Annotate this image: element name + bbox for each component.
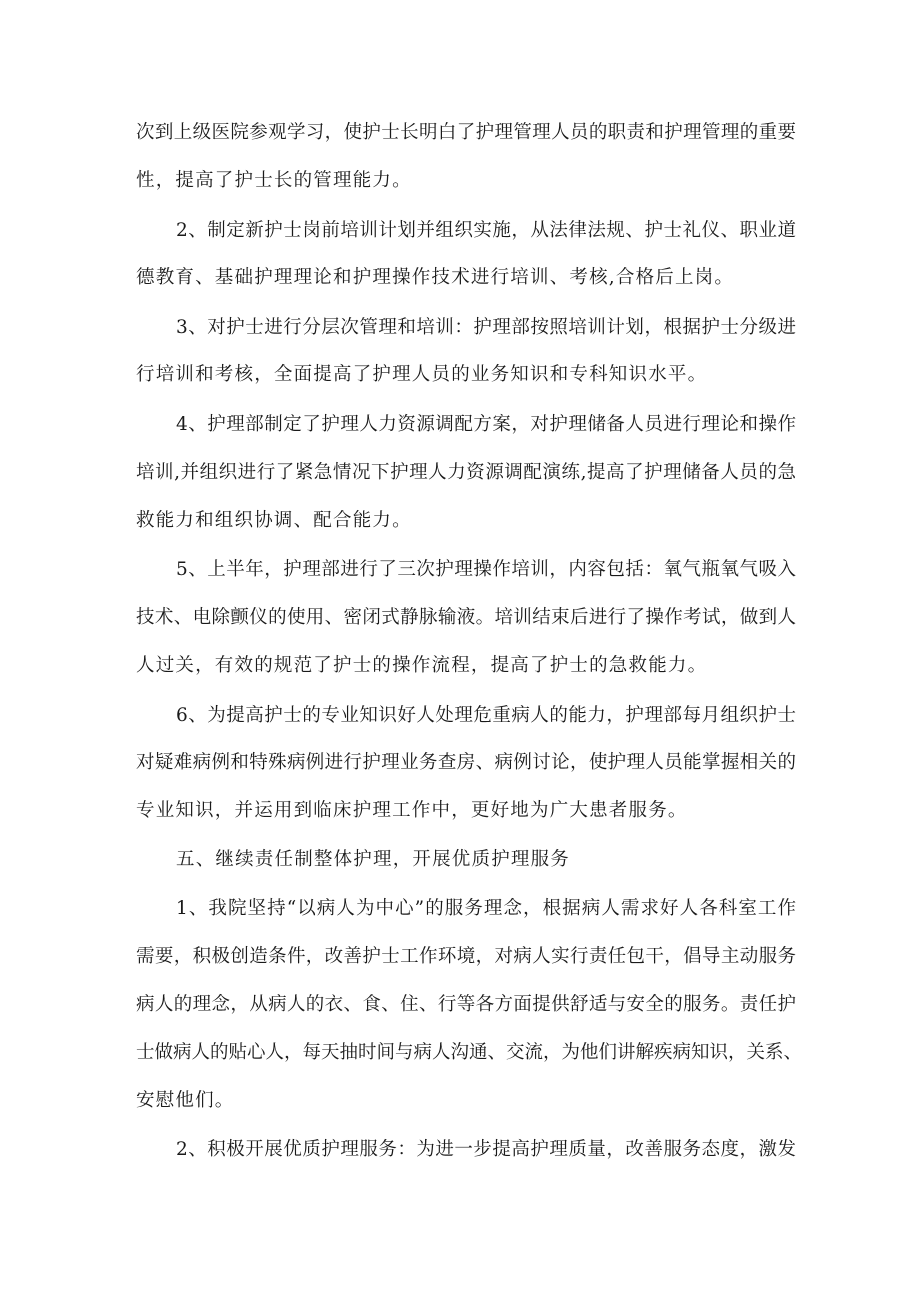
- paragraph-line: 士做病人的贴心人，每天抽时间与病人沟通、交流，为他们讲解疾病知识，关系、: [136, 1042, 803, 1063]
- paragraph-line: 性，提高了护士长的管理能力。: [136, 170, 412, 191]
- paragraph-line: 培训,并组织进行了紧急情况下护理人力资源调配演练,提高了护理储备人员的急: [136, 462, 796, 483]
- paragraph-line: 病人的理念，从病人的衣、食、住、行等各方面提供舒适与安全的服务。责任护: [136, 994, 796, 1015]
- paragraph-line: 行培训和考核，全面提高了护理人员的业务知识和专科知识水平。: [136, 364, 708, 385]
- section-heading: 五、继续责任制整体护理，开展优质护理服务: [176, 849, 571, 870]
- paragraph-line: 德教育、基础护理理论和护理操作技术进行培训、考核,合格后上岗。: [136, 267, 735, 288]
- paragraph-line: 技术、电除颤仪的使用、密闭式静脉输液。培训结束后进行了操作考试，做到人: [136, 607, 796, 628]
- paragraph-line: 救能力和组织协调、配合能力。: [136, 510, 412, 531]
- paragraph-line: 3、对护士进行分层次管理和培训：护理部按照培训计划，根据护士分级进: [176, 317, 796, 338]
- paragraph-line: 4、护理部制定了护理人力资源调配方案，对护理储备人员进行理论和操作: [176, 414, 796, 435]
- paragraph-line: 人过关，有效的规范了护士的操作流程，提高了护士的急救能力。: [136, 655, 708, 676]
- paragraph-line: 专业知识，并运用到临床护理工作中，更好地为广大患者服务。: [136, 800, 688, 821]
- paragraph-line: 需要，积极创造条件，改善护士工作环境，对病人实行责任包干，倡导主动服务: [136, 946, 796, 967]
- paragraph-line: 2、制定新护士岗前培训计划并组织实施，从法律法规、护士礼仪、职业道: [176, 220, 796, 241]
- paragraph-line: 次到上级医院参观学习，使护士长明白了护理管理人员的职责和护理管理的重要: [136, 122, 796, 143]
- paragraph-line: 1、我院坚持“以病人为中心”的服务理念，根据病人需求好人各科室工作: [176, 898, 796, 919]
- paragraph-line: 5、上半年，护理部进行了三次护理操作培训，内容包括：氧气瓶氧气吸入: [176, 559, 796, 580]
- paragraph-line: 对疑难病例和特殊病例进行护理业务查房、病例讨论，使护理人员能掌握相关的: [136, 752, 796, 773]
- paragraph-line: 安慰他们。: [136, 1090, 235, 1111]
- paragraph-line: 2、积极开展优质护理服务：为进一步提高护理质量，改善服务态度，激发: [176, 1139, 796, 1160]
- paragraph-line: 6、为提高护士的专业知识好人处理危重病人的能力，护理部每月组织护士: [176, 705, 796, 726]
